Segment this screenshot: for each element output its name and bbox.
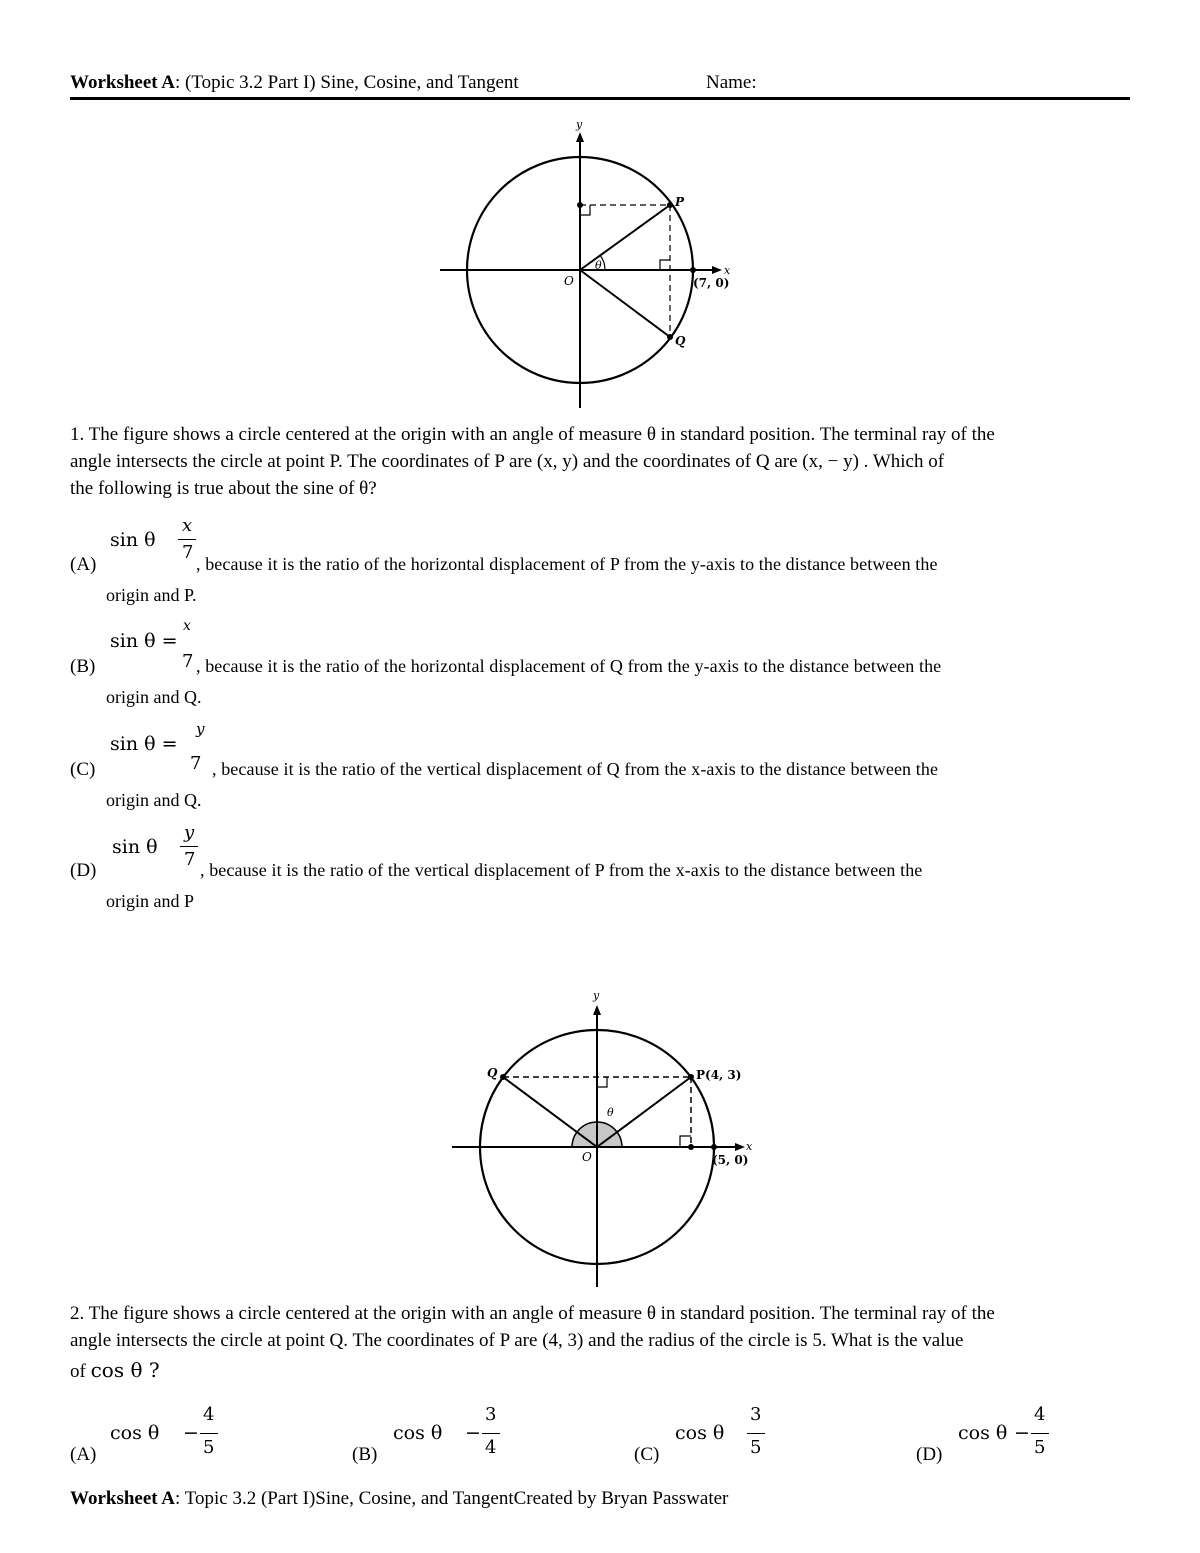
option-b-numerator: x: [183, 618, 191, 634]
q2-option-a-fraction-bar: [200, 1433, 218, 1434]
option-c-continuation: origin and Q.: [106, 790, 202, 810]
intercept-dot-1: [690, 267, 696, 273]
option-c-text: , because it is the ratio of the vertical displacement of Q from the x-axis to the distance between the: [212, 759, 939, 779]
q2-option-a-denominator: 5: [203, 1437, 215, 1458]
question-1-option-d[interactable]: [0, 822, 1200, 917]
question-1-option-c[interactable]: [0, 720, 1200, 815]
question-1-option-a[interactable]: [0, 515, 1200, 610]
q2-option-a-label: (A): [70, 1444, 97, 1465]
option-b-lhs: sin θ =: [110, 630, 178, 652]
question-2-stem: [70, 1300, 1132, 1385]
ray-q: [580, 270, 670, 337]
q2-option-b-sign: −: [465, 1422, 481, 1444]
q2-option-d-numerator: 4: [1034, 1404, 1046, 1425]
q2-option-c-label: (C): [634, 1444, 660, 1465]
question-2-line-2: angle intersects the circle at point Q. The coordinates of P are (4, 3) and the radius of the circle is 5. What is the value: [70, 1330, 964, 1351]
option-d-numerator: y: [184, 822, 195, 843]
origin-label-1: O: [564, 274, 574, 288]
worksheet-footer: [70, 1488, 728, 1510]
option-d-label: (D): [70, 860, 97, 881]
option-b-denominator: 7: [182, 651, 194, 672]
terminal-ray-q: [503, 1077, 597, 1147]
option-d-fraction-bar: [180, 846, 198, 847]
question-2-option-d[interactable]: [916, 1402, 1166, 1472]
q2-option-d-sign: −: [1014, 1422, 1030, 1444]
option-b-text: , because it is the ratio of the horizontal displacement of Q from the y-axis to the distance between the: [196, 656, 942, 676]
origin-label-2: O: [582, 1150, 592, 1164]
question-2-option-b[interactable]: [352, 1402, 602, 1472]
header-rule: [70, 97, 1130, 100]
q2-option-b-numerator: 3: [485, 1404, 497, 1425]
q-label-1: Q: [675, 334, 686, 348]
question-2-option-c[interactable]: [634, 1402, 884, 1472]
header-title-bold: Worksheet A: [70, 72, 176, 93]
q2-option-b-denominator: 4: [485, 1437, 497, 1458]
option-b-continuation: origin and Q.: [106, 687, 202, 707]
option-c-denominator: 7: [190, 753, 202, 774]
y-axis-arrow-2: [593, 1005, 601, 1015]
question-2-cos-theta: cos θ ?: [90, 1358, 160, 1382]
q2-option-c-numerator: 3: [750, 1404, 762, 1425]
question-1-stem: [70, 421, 1132, 502]
option-a-text: , because it is the ratio of the horizontal displacement of P from the y-axis to the distance between the: [196, 554, 938, 574]
y-axis-arrow-1: [576, 132, 584, 142]
option-a-lhs: sin θ: [110, 529, 156, 551]
q2-option-c-lhs: cos θ: [675, 1422, 725, 1444]
intercept-label-1: (7, 0): [693, 276, 730, 290]
question-1-line-2: angle intersects the circle at point P. The coordinates of P are (x, y) and the coordinates of Q are (x, − y) . Which of: [70, 451, 945, 472]
q2-option-d-fraction-bar: [1031, 1433, 1049, 1434]
q2-option-b-lhs: cos θ: [393, 1422, 443, 1444]
option-a-label: (A): [70, 554, 97, 575]
question-2-line-1: 2. The figure shows a circle centered at the origin with an angle of measure θ in standard position. The terminal ray of the: [70, 1303, 995, 1324]
x-axis-label-2: x: [746, 1140, 753, 1153]
point-y-dot: [577, 202, 583, 208]
intercept-label-2: (5, 0): [712, 1153, 749, 1167]
option-d-denominator: 7: [184, 849, 196, 870]
option-c-lhs: sin θ =: [110, 733, 178, 755]
option-c-numerator: y: [196, 720, 205, 738]
option-a-numerator: x: [182, 515, 193, 536]
option-a-denominator: 7: [182, 542, 194, 563]
y-axis-label-1: y: [576, 118, 583, 131]
q2-option-d-label: (D): [916, 1444, 943, 1465]
q2-option-d-lhs: cos θ: [958, 1422, 1008, 1444]
p-label-2: P(4, 3): [696, 1068, 742, 1082]
header-title: : (Topic 3.2 Part I) Sine, Cosine, and Tangent: [175, 72, 519, 93]
option-a-continuation: origin and P.: [106, 585, 197, 605]
x-axis-arrow-2: [735, 1143, 745, 1151]
right-angle-mark-y-2: [597, 1077, 607, 1087]
x-axis-label-1: x: [724, 264, 731, 277]
option-c-label: (C): [70, 759, 96, 780]
q2-option-a-numerator: 4: [203, 1404, 215, 1425]
question-1-option-b[interactable]: [0, 618, 1200, 713]
p-label-1: P: [675, 195, 685, 209]
unit-circle-figure-1: [430, 112, 750, 412]
question-2-option-a[interactable]: [70, 1402, 320, 1472]
intercept-dot-2: [711, 1144, 717, 1150]
q2-option-a-lhs: cos θ: [110, 1422, 160, 1444]
option-d-continuation: origin and P: [106, 891, 194, 911]
point-q-dot-2: [500, 1074, 506, 1080]
option-d-lhs: sin θ: [112, 836, 158, 858]
worksheet-header: [70, 72, 1130, 94]
unit-circle-figure-2: [440, 985, 770, 1290]
footer-text: : Topic 3.2 (Part I)Sine, Cosine, and TangentCreated by Bryan Passwater: [175, 1488, 729, 1509]
name-label: Name:: [706, 72, 757, 93]
q-label-2: Q: [487, 1066, 498, 1080]
point-p-dot-2: [688, 1074, 694, 1080]
question-2-of: of: [70, 1361, 86, 1382]
point-q-dot: [667, 334, 673, 340]
y-axis-label-2: y: [593, 989, 600, 1002]
theta-label-2: θ: [607, 1106, 614, 1119]
q2-option-b-fraction-bar: [482, 1433, 500, 1434]
terminal-ray-p: [580, 205, 670, 270]
question-1-line-1: 1. The figure shows a circle centered at the origin with an angle of measure θ in standard position. The terminal ray of the: [70, 424, 995, 445]
q2-option-d-denominator: 5: [1034, 1437, 1046, 1458]
point-p-dot: [667, 202, 673, 208]
option-a-fraction-bar: [178, 539, 196, 540]
q2-option-c-fraction-bar: [747, 1433, 765, 1434]
q2-option-a-sign: −: [183, 1422, 199, 1444]
q2-option-c-denominator: 5: [750, 1437, 762, 1458]
foot-dot-2: [688, 1144, 694, 1150]
q2-option-b-label: (B): [352, 1444, 378, 1465]
option-b-label: (B): [70, 656, 96, 677]
theta-label-1: θ: [595, 259, 602, 272]
right-angle-mark-x: [660, 260, 670, 270]
question-1-line-3: the following is true about the sine of θ?: [70, 478, 377, 499]
footer-bold: Worksheet A: [70, 1488, 176, 1509]
option-d-text: , because it is the ratio of the vertical displacement of P from the x-axis to the distance between the: [200, 860, 923, 880]
question-2-line-3: [70, 1357, 1132, 1385]
x-axis-arrow-1: [712, 266, 722, 274]
